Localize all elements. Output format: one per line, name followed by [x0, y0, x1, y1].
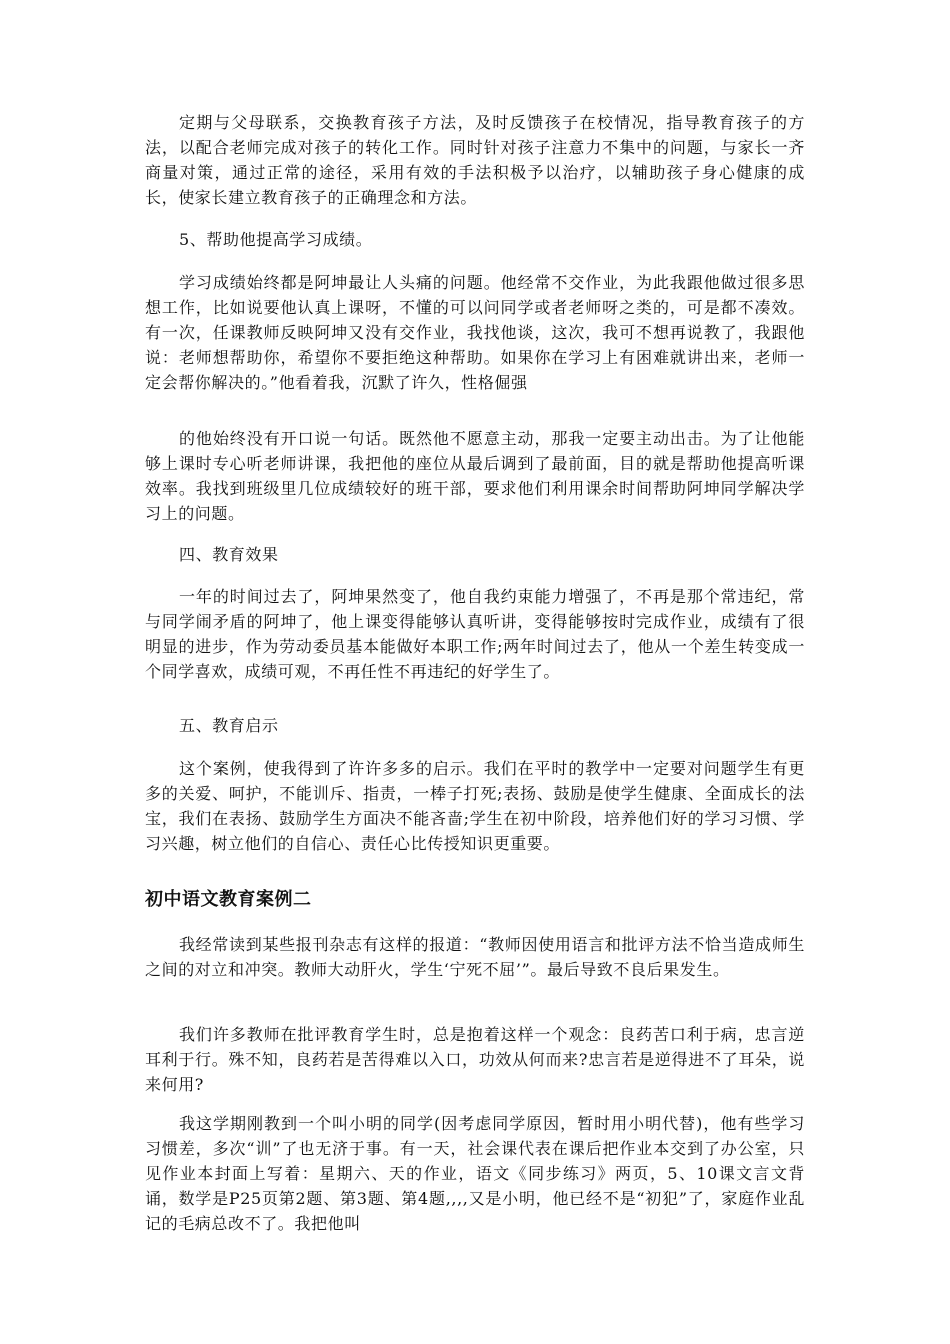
- heading-education-insight: 五、教育启示: [179, 716, 279, 735]
- heading-improve-grades: 5、帮助他提高学习成绩。: [179, 230, 373, 249]
- paragraph-grades-problem: 学习成绩始终都是阿坤最让人头痛的问题。他经常不交作业，为此我跟他做过很多思想工作，比如说要他认真上课呀，不懂的可以问同学或者老师呀之类的，可是都不凑效。有一次，任课教师反映阿坤又没有交作业，我找他谈，这次，我可不想再说教了，我跟他说：老师想帮助你，希望你不要拒绝这种帮助。如果你在学习上有困难就讲出来，老师一定会帮你解决的。”他看着我，沉默了许久，性格倔强: [145, 273, 805, 392]
- paragraph-education-effect: 一年的时间过去了，阿坤果然变了，他自我约束能力增强了，不再是那个常违纪，常与同学闹矛盾的阿坤了，他上课变得能够认真听讲，变得能够按时完成作业，成绩有了很明显的进步，作为劳动委员基本能做好本职工作;两年时间过去了，他从一个差生转变成一个同学喜欢，成绩可观，不再任性不再违纪的好学生了。: [145, 587, 805, 681]
- paragraph-newspaper-reports: 我经常读到某些报刊杂志有这样的报道：“教师因使用语言和批评方法不恰当造成师生之间的对立和冲突。教师大动肝火，学生‘宁死不屈’”。最后导致不良后果发生。: [145, 935, 805, 979]
- heading-education-effect: 四、教育效果: [179, 545, 279, 564]
- paragraph-education-insight: 这个案例，使我得到了许许多多的启示。我们在平时的教学中一定要对问题学生有更多的关爱、呵护，不能训斥、指责，一棒子打死;表扬、鼓励是使学生健康、全面成长的法宝，我们在表扬、鼓励学生方面决不能吝啬;学生在初中阶段，培养他们好的学习习惯、学习兴趣，树立他们的自信心、责任心比传授知识更重要。: [145, 759, 805, 853]
- paragraph-seat-change: 的他始终没有开口说一句话。既然他不愿意主动，那我一定要主动出击。为了让他能够上课时专心听老师讲课，我把他的座位从最后调到了最前面，目的就是帮助他提高听课效率。我找到班级里几位成绩较好的班干部，要求他们利用课余时间帮助阿坤同学解决学习上的问题。: [145, 429, 805, 523]
- section-title-case-two: 初中语文教育案例二: [145, 889, 312, 910]
- paragraph-parent-contact: 定期与父母联系，交换教育孩子方法，及时反馈孩子在校情况，指导教育孩子的方法，以配合老师完成对孩子的转化工作。同时针对孩子注意力不集中的问题，与家长一齐商量对策，通过正常的途径，采用有效的手法积极予以治疗，以辅助孩子身心健康的成长，使家长建立教育孩子的正确理念和方法。: [145, 113, 805, 207]
- paragraph-good-medicine: 我们许多教师在批评教育学生时，总是抱着这样一个观念：良药苦口利于病，忠言逆耳利于行。殊不知，良药若是苦得难以入口，功效从何而来?忠言若是逆得进不了耳朵，说来何用?: [145, 1025, 805, 1094]
- paragraph-xiaoming-story: 我这学期刚教到一个叫小明的同学(因考虑同学原因，暂时用小明代替)，他有些学习习惯差，多次“训”了也无济于事。有一天，社会课代表在课后把作业本交到了办公室，只见作业本封面上写着：星期六、天的作业，语文《同步练习》两页，5、10课文言文背诵，数学是P25页第2题、第3题、第4题,,,,又是小明，他已经不是“初犯”了，家庭作业乱记的毛病总改不了。我把他叫: [145, 1114, 805, 1233]
